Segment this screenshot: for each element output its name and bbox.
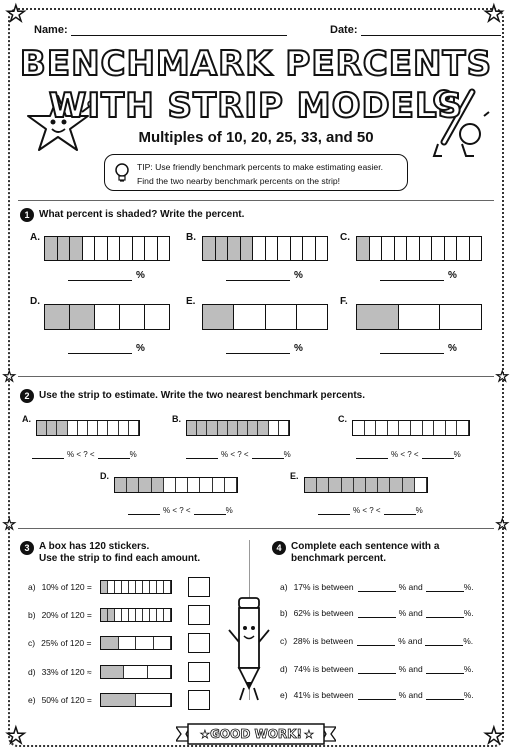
answer-line[interactable] — [384, 507, 416, 515]
item-text: 17% is between — [293, 582, 354, 592]
shaded-cell — [203, 237, 216, 260]
item-label: c) — [28, 638, 36, 648]
shaded-cell — [378, 478, 390, 492]
percent-sign: % — [448, 270, 457, 281]
strip-model — [100, 636, 172, 650]
shaded-cell — [45, 305, 70, 329]
strip-cell — [382, 237, 395, 260]
answer-blank[interactable] — [380, 343, 457, 354]
strip-cell — [446, 421, 458, 435]
strip-cell — [399, 305, 441, 329]
answer-line[interactable] — [426, 692, 464, 700]
inequality-text: % < ? < — [163, 506, 191, 515]
svg-text:★: ★ — [304, 728, 314, 741]
strip-cell — [370, 237, 383, 260]
answer-box[interactable] — [188, 633, 210, 653]
shaded-cell — [329, 478, 341, 492]
shaded-cell — [248, 421, 258, 435]
strip-cell — [423, 421, 435, 435]
answer-line[interactable] — [356, 451, 388, 459]
benchmark-sentence — [280, 582, 474, 592]
strip-cell — [157, 581, 164, 593]
q2-number: 2 — [20, 389, 34, 403]
answer-box[interactable] — [188, 577, 210, 597]
strip-cell — [303, 237, 316, 260]
inequality-text: % < ? < — [221, 450, 249, 459]
item-label: e) — [280, 690, 288, 700]
strip-cell — [136, 581, 143, 593]
problem-label: B. — [186, 232, 196, 243]
shaded-cell — [37, 421, 47, 435]
benchmark-sentence — [280, 608, 474, 618]
strip-cell — [269, 421, 279, 435]
answer-line[interactable] — [358, 692, 396, 700]
strip-cell — [98, 421, 108, 435]
strip-cell — [83, 237, 96, 260]
percent-end: %. — [463, 664, 474, 674]
divider — [18, 376, 494, 377]
item-text: 50% of 120 = — [41, 695, 92, 705]
shaded-cell — [241, 237, 254, 260]
strip-cell — [148, 666, 171, 678]
strip-cell — [122, 581, 129, 593]
tip-box — [104, 154, 408, 191]
star-icon: ★ — [496, 517, 509, 533]
page-title-line1: BENCHMARK PERCENTS — [19, 44, 493, 84]
strip-cell — [122, 609, 129, 621]
estimate-blanks[interactable] — [318, 506, 423, 515]
shaded-cell — [305, 478, 317, 492]
answer-line[interactable] — [98, 451, 130, 459]
strip-cell — [124, 666, 147, 678]
shaded-cell — [218, 421, 228, 435]
shaded-cell — [187, 421, 197, 435]
strip-model — [356, 236, 482, 261]
and-text: % and — [398, 608, 423, 618]
strip-model — [356, 304, 482, 330]
strip-cell — [225, 478, 237, 492]
strip-cell — [136, 637, 154, 649]
divider — [18, 528, 494, 529]
answer-blank[interactable] — [68, 343, 145, 354]
item-text: 25% of 120 = — [41, 638, 92, 648]
shaded-cell — [390, 478, 402, 492]
problem-label: E. — [290, 471, 299, 481]
shaded-cell — [197, 421, 207, 435]
strip-cell — [297, 305, 327, 329]
percent-sign: % — [415, 506, 423, 515]
shaded-cell — [101, 666, 124, 678]
strip-cell — [95, 237, 108, 260]
strip-cell — [266, 305, 297, 329]
page-title-line2: WITH STRIP MODELS — [48, 86, 464, 126]
estimate-blanks[interactable] — [186, 450, 291, 459]
strip-cell — [176, 478, 188, 492]
answer-line[interactable] — [194, 507, 226, 515]
percent-sign: % — [136, 270, 145, 281]
strip-cell — [445, 237, 458, 260]
item-text: 74% is between — [293, 664, 354, 674]
strip-model — [352, 420, 470, 436]
shaded-cell — [403, 478, 415, 492]
star-icon: ★ — [484, 2, 504, 27]
strip-cell — [157, 609, 164, 621]
strip-cell — [234, 305, 265, 329]
strip-model — [114, 477, 238, 493]
strip-cell — [164, 581, 171, 593]
strip-cell — [108, 581, 115, 593]
strip-cell — [420, 237, 433, 260]
strip-cell — [457, 237, 470, 260]
strip-cell — [115, 609, 122, 621]
strip-cell — [150, 581, 157, 593]
item-label: b) — [280, 608, 288, 618]
good-work-banner — [176, 723, 336, 745]
percent-sign: % — [225, 506, 233, 515]
estimate-blanks[interactable] — [128, 506, 233, 515]
answer-line[interactable] — [32, 451, 64, 459]
strip-cell — [119, 421, 129, 435]
strip-cell — [470, 237, 482, 260]
strip-model — [100, 693, 172, 707]
q4-number: 4 — [272, 541, 286, 555]
answer-blank[interactable] — [380, 270, 457, 281]
q4-prompt-line2: benchmark percent. — [291, 553, 387, 564]
strip-cell — [129, 421, 139, 435]
percent-end: %. — [463, 690, 474, 700]
star-icon: ★ — [6, 2, 26, 27]
strip-cell — [353, 421, 365, 435]
date-label: Date: — [330, 24, 358, 36]
and-text: % and — [398, 664, 423, 674]
strip-cell — [278, 237, 291, 260]
item-text: 20% of 120 = — [41, 610, 92, 620]
q1-heading — [20, 208, 244, 222]
shaded-cell — [228, 421, 238, 435]
strip-cell — [78, 421, 88, 435]
and-text: % and — [398, 636, 423, 646]
strip-model — [100, 665, 172, 679]
percent-end: %. — [463, 582, 474, 592]
answer-line[interactable] — [380, 271, 444, 281]
strip-cell — [395, 237, 408, 260]
item-text: 28% is between — [293, 636, 354, 646]
sticker-problem — [28, 638, 91, 648]
answer-line[interactable] — [68, 271, 132, 281]
strip-cell — [68, 421, 78, 435]
date-field[interactable] — [330, 24, 501, 36]
strip-cell — [316, 237, 328, 260]
strip-cell — [136, 609, 143, 621]
star-icon: ★ — [484, 724, 504, 749]
strip-model — [36, 420, 140, 436]
item-label: e) — [28, 695, 36, 705]
strip-cell — [136, 694, 171, 706]
shaded-cell — [45, 237, 58, 260]
answer-line[interactable] — [318, 507, 350, 515]
strip-cell — [133, 237, 146, 260]
percent-sign: % — [294, 343, 303, 354]
inequality-text: % < ? < — [353, 506, 381, 515]
strip-cell — [388, 421, 400, 435]
shaded-cell — [317, 478, 329, 492]
divider — [18, 200, 494, 201]
strip-cell — [432, 237, 445, 260]
percent-sign: % — [453, 450, 461, 459]
strip-cell — [154, 637, 172, 649]
strip-cell — [108, 421, 118, 435]
strip-cell — [457, 421, 469, 435]
shaded-cell — [354, 478, 366, 492]
item-label: b) — [28, 610, 36, 620]
answer-line[interactable] — [426, 610, 464, 618]
strip-model — [304, 477, 428, 493]
shaded-cell — [258, 421, 268, 435]
strip-cell — [88, 421, 98, 435]
strip-model — [44, 304, 170, 330]
strip-cell — [253, 237, 266, 260]
strip-cell — [95, 305, 120, 329]
item-label: d) — [280, 664, 288, 674]
shaded-cell — [216, 237, 229, 260]
q4-heading — [272, 541, 439, 565]
strip-cell — [434, 421, 446, 435]
strip-cell — [145, 237, 158, 260]
answer-blank[interactable] — [226, 270, 303, 281]
answer-line[interactable] — [226, 271, 290, 281]
strip-cell — [158, 237, 170, 260]
estimate-blanks[interactable] — [356, 450, 461, 459]
problem-label: F. — [340, 296, 348, 307]
benchmark-sentence — [280, 690, 474, 700]
strip-cell — [108, 237, 121, 260]
shaded-cell — [152, 478, 164, 492]
svg-text:★: ★ — [200, 728, 210, 741]
answer-line[interactable] — [186, 451, 218, 459]
shaded-cell — [366, 478, 378, 492]
problem-label: D. — [30, 296, 40, 307]
shaded-cell — [70, 305, 95, 329]
shaded-cell — [139, 478, 151, 492]
q4-prompt-line1: Complete each sentence with a — [291, 541, 440, 552]
item-label: a) — [28, 582, 36, 592]
strip-model — [202, 304, 328, 330]
shaded-cell — [203, 305, 234, 329]
shaded-cell — [70, 237, 83, 260]
shaded-cell — [101, 694, 136, 706]
strip-cell — [120, 237, 133, 260]
q3-heading — [20, 541, 200, 565]
answer-line[interactable] — [425, 638, 463, 646]
problem-label: C. — [340, 232, 350, 243]
sticker-problem — [28, 582, 92, 592]
item-label: d) — [28, 667, 36, 677]
q2-prompt: Use the strip to estimate. Write the two nearest benchmark percents. — [39, 390, 366, 401]
problem-label: E. — [186, 296, 196, 307]
strip-cell — [291, 237, 304, 260]
answer-line[interactable] — [68, 344, 132, 354]
problem-label: A. — [30, 232, 40, 243]
sticker-problem — [28, 610, 92, 620]
strip-cell — [411, 421, 423, 435]
strip-cell — [143, 609, 150, 621]
strip-model — [100, 580, 172, 594]
answer-box[interactable] — [188, 605, 210, 625]
strip-cell — [365, 421, 377, 435]
shaded-cell — [357, 237, 370, 260]
sticker-problem — [28, 667, 92, 677]
tip-line-1: TIP: Use friendly benchmark percents to make estimating easier. — [137, 162, 383, 172]
strip-cell — [279, 421, 289, 435]
q3-prompt-line2: Use the strip to find each amount. — [39, 553, 201, 564]
lightbulb-icon — [113, 162, 131, 184]
strip-cell — [200, 478, 212, 492]
star-icon: ★ — [3, 517, 16, 533]
name-field[interactable] — [34, 24, 287, 36]
strip-cell — [150, 609, 157, 621]
banner-text: GOOD WORK! — [210, 727, 302, 741]
benchmark-sentence — [280, 636, 473, 646]
shaded-cell — [127, 478, 139, 492]
shaded-cell — [115, 478, 127, 492]
strip-cell — [143, 581, 150, 593]
shaded-cell — [101, 581, 108, 593]
answer-line[interactable] — [358, 584, 396, 592]
answer-line[interactable] — [422, 451, 454, 459]
strip-cell — [164, 609, 171, 621]
q3-number: 3 — [20, 541, 34, 555]
answer-line[interactable] — [357, 638, 395, 646]
strip-cell — [399, 421, 411, 435]
strip-model — [186, 420, 290, 436]
answer-box[interactable] — [188, 662, 210, 682]
shaded-cell — [238, 421, 248, 435]
and-text: % and — [398, 690, 423, 700]
percent-end: %. — [463, 636, 474, 646]
item-text: 62% is between — [293, 608, 354, 618]
shaded-cell — [357, 305, 399, 329]
q2-heading — [20, 389, 365, 403]
strip-cell — [164, 478, 176, 492]
problem-label: B. — [172, 414, 181, 424]
shaded-cell — [58, 237, 71, 260]
page-subtitle: Multiples of 10, 20, 25, 33, and 50 — [138, 129, 374, 146]
answer-line[interactable] — [358, 666, 396, 674]
star-icon: ★ — [3, 369, 16, 385]
answer-line[interactable] — [426, 666, 464, 674]
answer-line[interactable] — [226, 344, 290, 354]
answer-box[interactable] — [188, 690, 210, 710]
percent-sign: % — [294, 270, 303, 281]
tip-line-2: Find the two nearby benchmark percents on the strip! — [137, 176, 341, 186]
answer-line[interactable] — [380, 344, 444, 354]
strip-model — [202, 236, 328, 261]
strip-cell — [115, 581, 122, 593]
and-text: % and — [398, 582, 423, 592]
star-icon: ★ — [6, 724, 26, 749]
shaded-cell — [207, 421, 217, 435]
item-label: a) — [280, 582, 288, 592]
name-label: Name: — [34, 24, 68, 36]
sticker-problem — [28, 695, 92, 705]
answer-line[interactable] — [358, 610, 396, 618]
problem-label: A. — [22, 414, 31, 424]
strip-cell — [129, 609, 136, 621]
shaded-cell — [228, 237, 241, 260]
strip-cell — [129, 581, 136, 593]
star-icon: ★ — [496, 369, 509, 385]
inequality-text: % < ? < — [391, 450, 419, 459]
strip-cell — [213, 478, 225, 492]
strip-cell — [415, 478, 427, 492]
q1-prompt: What percent is shaded? Write the percent. — [39, 209, 245, 220]
answer-line[interactable] — [128, 507, 160, 515]
item-text: 33% of 120 ≈ — [41, 667, 92, 677]
problem-label: C. — [338, 414, 347, 424]
estimate-blanks[interactable] — [32, 450, 137, 459]
strip-cell — [440, 305, 481, 329]
shaded-cell — [101, 637, 119, 649]
strip-cell — [119, 637, 137, 649]
answer-blank[interactable] — [226, 343, 303, 354]
shaded-cell — [57, 421, 67, 435]
benchmark-sentence — [280, 664, 474, 674]
shaded-cell — [342, 478, 354, 492]
pencil-mascot-icon — [226, 592, 272, 702]
item-text: 10% of 120 = — [41, 582, 92, 592]
percent-sign: % — [136, 343, 145, 354]
inequality-text: % < ? < — [67, 450, 95, 459]
answer-blank[interactable] — [68, 270, 145, 281]
strip-model — [100, 608, 172, 622]
strip-cell — [266, 237, 279, 260]
answer-line[interactable] — [426, 584, 464, 592]
item-text: 41% is between — [293, 690, 354, 700]
strip-cell — [376, 421, 388, 435]
strip-cell — [145, 305, 169, 329]
shaded-cell — [108, 609, 115, 621]
item-label: c) — [280, 636, 288, 646]
shaded-cell — [47, 421, 57, 435]
q1-number: 1 — [20, 208, 34, 222]
percent-sign: % — [448, 343, 457, 354]
strip-model — [44, 236, 170, 261]
strip-cell — [188, 478, 200, 492]
strip-cell — [120, 305, 145, 329]
shaded-cell — [101, 609, 108, 621]
answer-line[interactable] — [252, 451, 284, 459]
strip-cell — [407, 237, 420, 260]
percent-sign: % — [129, 450, 137, 459]
problem-label: D. — [100, 471, 109, 481]
q3-prompt-line1: A box has 120 stickers. — [39, 541, 150, 552]
percent-sign: % — [283, 450, 291, 459]
percent-end: %. — [463, 608, 474, 618]
